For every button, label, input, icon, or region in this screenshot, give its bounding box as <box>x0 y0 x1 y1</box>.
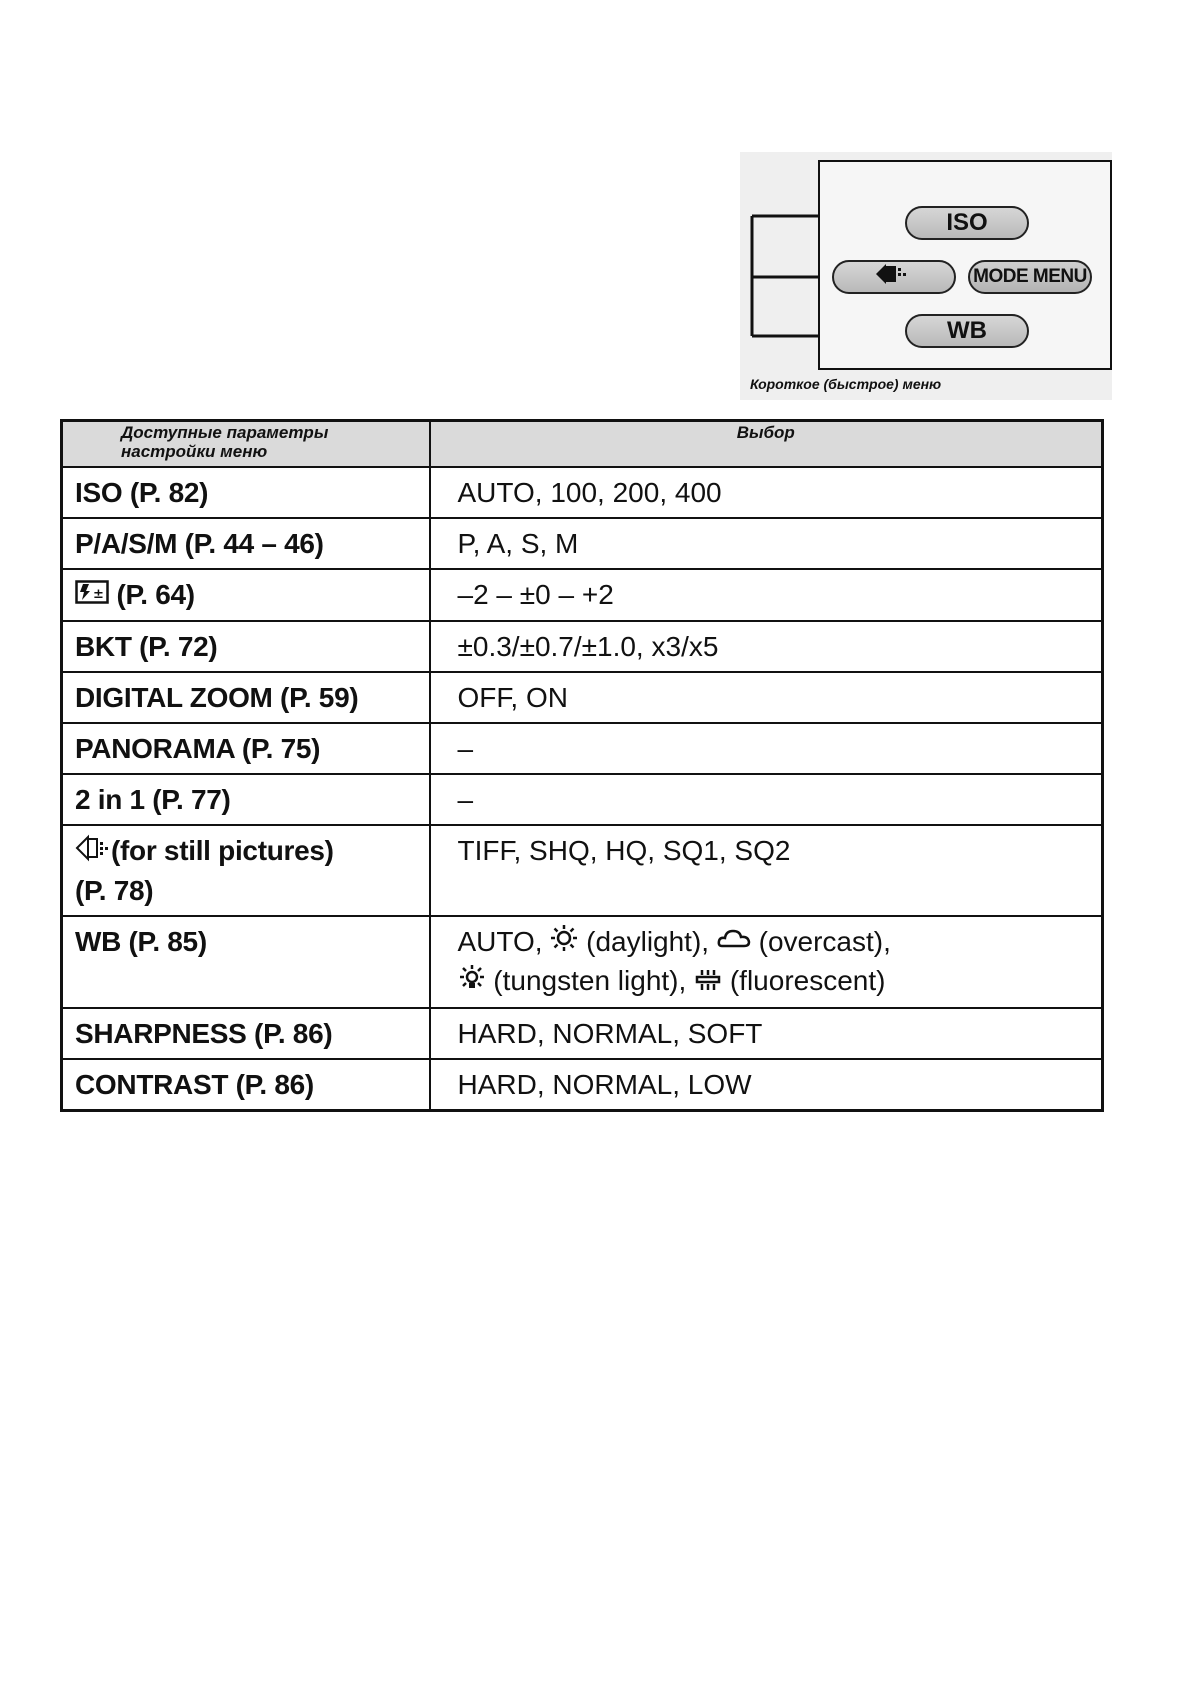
table-row <box>62 1059 1103 1111</box>
wb-button-label: WB <box>947 317 987 344</box>
choice-cell: AUTO, 100, 200, 400 <box>430 467 1103 518</box>
diagram-caption: Короткое (быстрое) меню <box>750 376 942 392</box>
table-row <box>62 723 1103 774</box>
param-cell: ISO (P. 82) <box>62 467 430 518</box>
choice-cell: HARD, NORMAL, SOFT <box>430 1008 1103 1059</box>
shortcut-menu-diagram <box>740 152 1112 400</box>
iso-button-label: ISO <box>946 209 988 236</box>
mode-menu-button <box>968 260 1092 294</box>
choice-cell <box>430 916 1103 1008</box>
table-row <box>62 1008 1103 1059</box>
flash-intensity-icon <box>75 577 109 615</box>
image-quality-button <box>832 260 956 294</box>
param-label: (for still pictures) <box>111 835 334 867</box>
header-choice: Выбор <box>430 421 1103 467</box>
wb-daylight: (daylight), <box>586 925 710 957</box>
iso-button <box>905 206 1029 240</box>
param-cell: CONTRAST (P. 86) <box>62 1059 430 1111</box>
wb-fluorescent: (fluorescent) <box>729 965 886 997</box>
table-row <box>62 518 1103 569</box>
param-cell: 2 in 1 (P. 77) <box>62 774 430 825</box>
param-cell: P/A/S/M (P. 44 – 46) <box>62 518 430 569</box>
choice-cell: ±0.3/±0.7/±1.0, x3/x5 <box>430 621 1103 672</box>
param-cell: DIGITAL ZOOM (P. 59) <box>62 672 430 723</box>
wb-button <box>905 314 1029 348</box>
table-row <box>62 825 1103 916</box>
table-row <box>62 672 1103 723</box>
param-label: (P. 64) <box>116 578 195 610</box>
param-cell <box>62 569 430 622</box>
daylight-icon <box>550 924 578 962</box>
choice-cell: –2 – ±0 – +2 <box>430 569 1103 622</box>
mode-menu-button-label: MODE MENU <box>973 266 1087 287</box>
choice-cell: P, A, S, M <box>430 518 1103 569</box>
param-cell: WB (P. 85) <box>62 916 430 1008</box>
header-available-params: Доступные параметры настройки меню <box>62 421 430 467</box>
svg-text:±: ± <box>93 587 104 603</box>
param-cell <box>62 825 430 916</box>
wb-tungsten: (tungsten light), <box>493 965 687 997</box>
table-row <box>62 621 1103 672</box>
choice-cell: TIFF, SHQ, HQ, SQ1, SQ2 <box>430 825 1103 916</box>
wb-overcast: (overcast), <box>758 925 891 957</box>
table-row <box>62 467 1103 518</box>
choice-cell: HARD, NORMAL, LOW <box>430 1059 1103 1111</box>
fluorescent-icon <box>694 964 722 1002</box>
table-row <box>62 569 1103 622</box>
table-row <box>62 916 1103 1008</box>
menu-settings-table <box>60 419 1104 1112</box>
overcast-icon <box>717 924 751 962</box>
param-cell: BKT (P. 72) <box>62 621 430 672</box>
wb-auto: AUTO, <box>457 925 543 957</box>
table-row <box>62 774 1103 825</box>
tungsten-light-icon <box>458 964 486 1002</box>
image-quality-icon <box>874 262 914 292</box>
image-quality-icon <box>75 834 111 872</box>
choice-cell: – <box>430 774 1103 825</box>
choice-cell: – <box>430 723 1103 774</box>
choice-cell: OFF, ON <box>430 672 1103 723</box>
param-cell: SHARPNESS (P. 86) <box>62 1008 430 1059</box>
table-header-row <box>62 421 1103 467</box>
param-label-line2: (P. 78) <box>75 874 154 906</box>
param-cell: PANORAMA (P. 75) <box>62 723 430 774</box>
